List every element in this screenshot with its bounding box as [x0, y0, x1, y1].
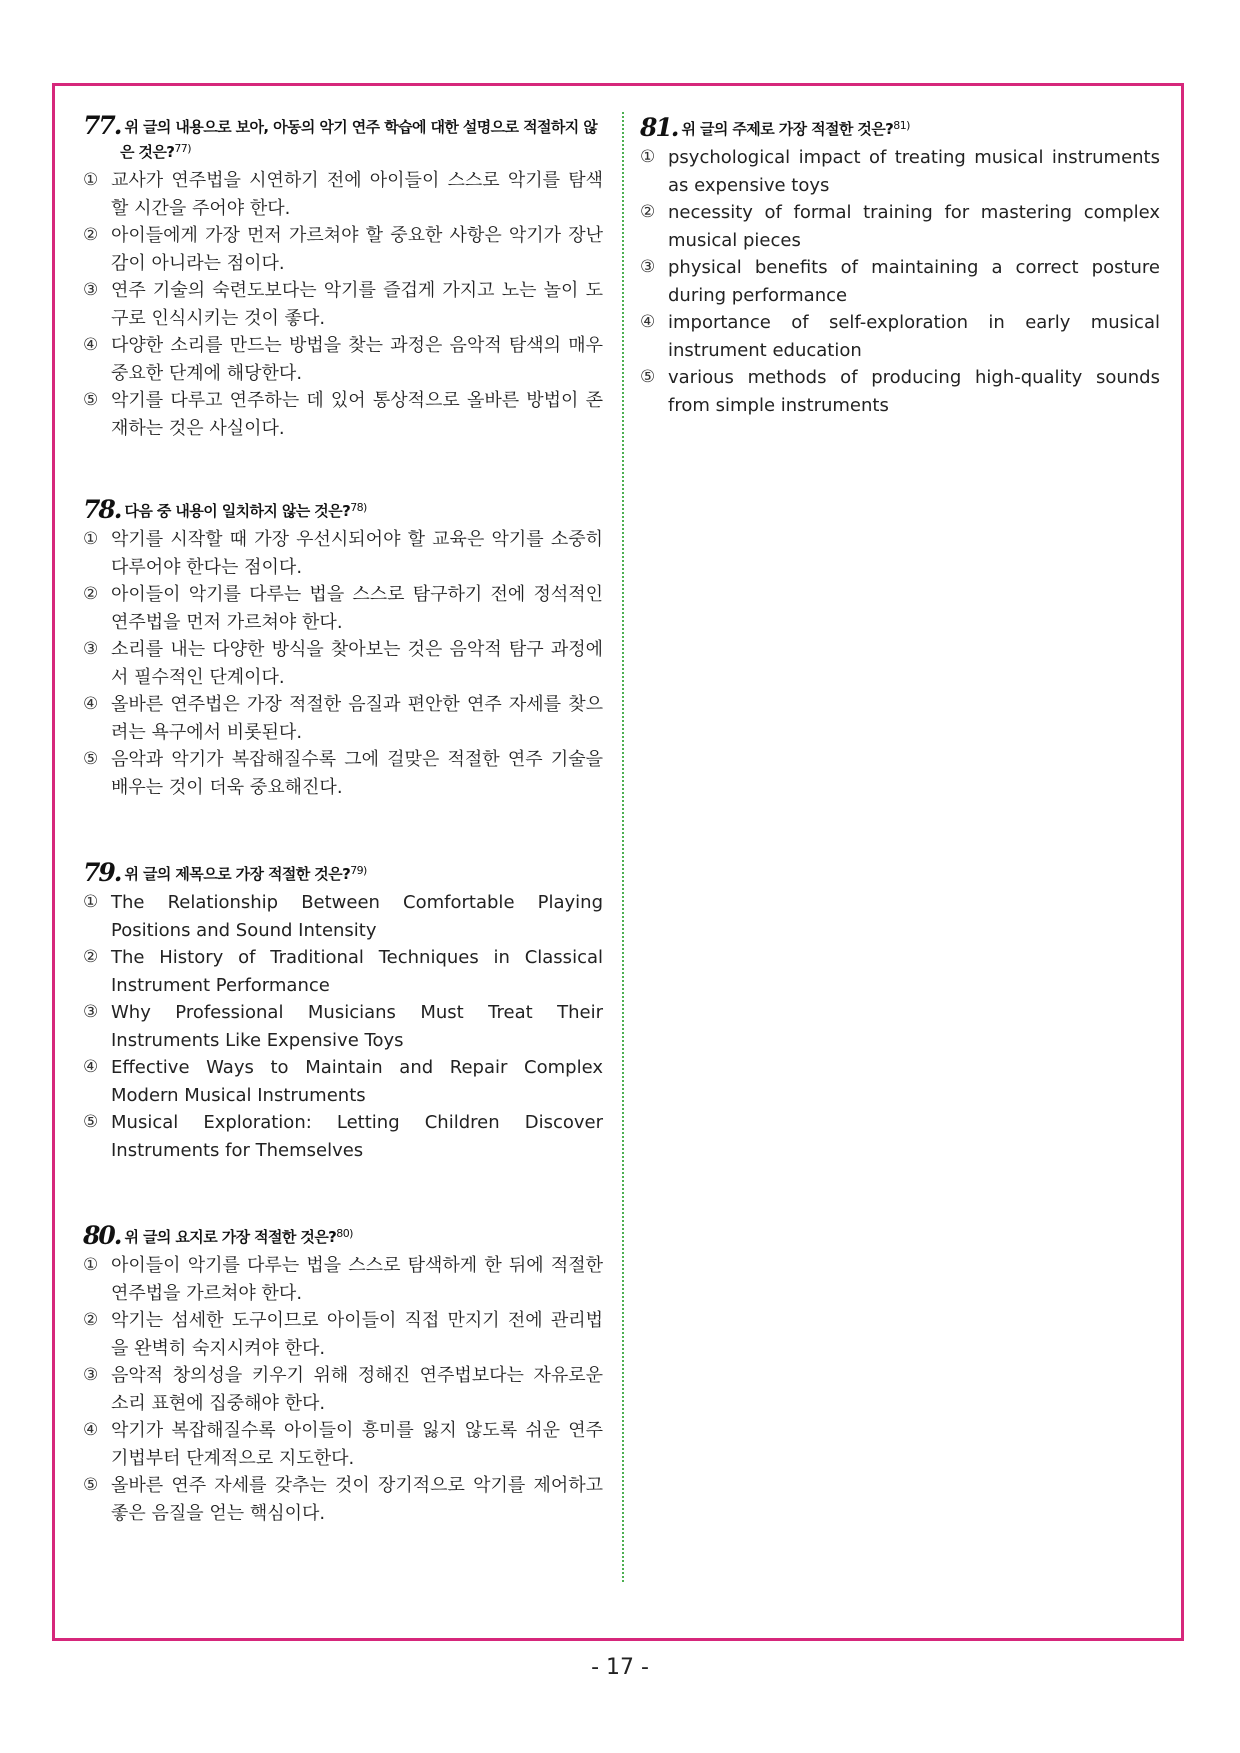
option-mark: ① [640, 147, 656, 167]
option-text: importance of self-exploration in early musical instrument education [668, 312, 1160, 361]
option-list [83, 167, 603, 442]
option-list [83, 526, 603, 801]
question-footnote-ref: 78) [350, 501, 367, 514]
question-header [83, 1223, 603, 1248]
option-text: Effective Ways to Maintain and Repair Complex Modern Musical Instruments [111, 1057, 603, 1106]
option-item[interactable] [83, 746, 603, 801]
option-item[interactable] [640, 309, 1160, 364]
option-mark: ③ [83, 280, 99, 300]
option-item[interactable] [83, 332, 603, 387]
question-prompt: 위 글의 내용으로 보아, 아동의 악기 연주 학습에 대한 설명으로 적절하지 않은 것은? [120, 118, 598, 161]
option-mark: ② [640, 202, 656, 222]
option-text: necessity of formal training for mastering complex musical pieces [668, 202, 1160, 251]
option-text: 교사가 연주법을 시연하기 전에 아이들이 스스로 악기를 탐색할 시간을 주어야 한다. [111, 170, 603, 219]
option-text: The Relationship Between Comfortable Playing Positions and Sound Intensity [111, 892, 603, 941]
option-text: 올바른 연주 자세를 갖추는 것이 장기적으로 악기를 제어하고 좋은 음질을 얻는 핵심이다. [111, 1475, 603, 1524]
option-item[interactable] [640, 144, 1160, 199]
question-prompt: 다음 중 내용이 일치하지 않는 것은? [124, 502, 351, 520]
option-list [83, 1252, 603, 1527]
option-text: 아이들에게 가장 먼저 가르쳐야 할 중요한 사항은 악기가 장난감이 아니라는 점이다. [111, 225, 603, 274]
option-item[interactable] [83, 222, 603, 277]
question-number: 79. [83, 858, 121, 887]
question-number: 80. [83, 1221, 121, 1250]
option-text: 악기를 다루고 연주하는 데 있어 통상적으로 올바른 방법이 존재하는 것은 사실이다. [111, 390, 603, 439]
option-item[interactable] [83, 691, 603, 746]
option-item[interactable] [83, 889, 603, 944]
option-item[interactable] [83, 1252, 603, 1307]
option-text: 아이들이 악기를 다루는 법을 스스로 탐구하기 전에 정석적인 연주법을 먼저 가르쳐야 한다. [111, 584, 603, 633]
option-text: 아이들이 악기를 다루는 법을 스스로 탐색하게 한 뒤에 적절한 연주법을 가르쳐야 한다. [111, 1255, 603, 1304]
option-item[interactable] [83, 1417, 603, 1472]
option-text: 음악적 창의성을 키우기 위해 정해진 연주법보다는 자유로운 소리 표현에 집중해야 한다. [111, 1365, 603, 1414]
option-item[interactable] [83, 277, 603, 332]
question-78 [83, 497, 603, 801]
option-mark: ③ [83, 639, 99, 659]
option-list [640, 144, 1160, 419]
option-item[interactable] [83, 526, 603, 581]
option-text: 올바른 연주법은 가장 적절한 음질과 편안한 연주 자세를 찾으려는 욕구에서 비롯된다. [111, 694, 603, 743]
option-mark: ① [83, 529, 99, 549]
question-footnote-ref: 77) [174, 142, 191, 155]
option-mark: ⑤ [640, 367, 656, 387]
option-mark: ③ [83, 1365, 99, 1385]
option-mark: ⑤ [83, 1475, 99, 1495]
option-mark: ① [83, 1255, 99, 1275]
option-mark: ② [83, 584, 99, 604]
question-prompt: 위 글의 주제로 가장 적절한 것은? [681, 120, 894, 138]
question-header [640, 115, 1160, 140]
option-text: 악기는 섬세한 도구이므로 아이들이 직접 만지기 전에 관리법을 완벽히 숙지시켜야 한다. [111, 1310, 603, 1359]
option-mark: ④ [83, 335, 99, 355]
question-footnote-ref: 80) [336, 1227, 353, 1240]
option-text: 음악과 악기가 복잡해질수록 그에 걸맞은 적절한 연주 기술을 배우는 것이 더욱 중요해진다. [111, 749, 603, 798]
option-text: 소리를 내는 다양한 방식을 찾아보는 것은 음악적 탐구 과정에서 필수적인 단계이다. [111, 639, 603, 688]
option-mark: ⑤ [83, 749, 99, 769]
option-text: psychological impact of treating musical instruments as expensive toys [668, 147, 1160, 196]
option-item[interactable] [83, 1472, 603, 1527]
option-mark: ④ [640, 312, 656, 332]
page-number: - 17 - [591, 1655, 649, 1680]
question-81 [640, 115, 1160, 419]
option-list [83, 889, 603, 1164]
option-mark: ① [83, 170, 99, 190]
option-mark: ③ [83, 1002, 99, 1022]
option-item[interactable] [640, 199, 1160, 254]
question-number: 77. [83, 111, 121, 140]
question-footnote-ref: 81) [893, 119, 910, 132]
option-mark: ⑤ [83, 1112, 99, 1132]
option-item[interactable] [83, 1054, 603, 1109]
question-77 [83, 111, 603, 442]
option-item[interactable] [83, 581, 603, 636]
option-text: Why Professional Musicians Must Treat Their Instruments Like Expensive Toys [111, 1002, 603, 1051]
option-mark: ① [83, 892, 99, 912]
column-divider [622, 112, 624, 1582]
question-80 [83, 1223, 603, 1527]
question-number: 78. [83, 495, 121, 524]
option-item[interactable] [640, 364, 1160, 419]
option-text: The History of Traditional Techniques in Classical Instrument Performance [111, 947, 603, 996]
option-item[interactable] [640, 254, 1160, 309]
option-item[interactable] [83, 387, 603, 442]
question-number: 81. [640, 113, 678, 142]
option-mark: ④ [83, 1420, 99, 1440]
option-mark: ② [83, 1310, 99, 1330]
question-79 [83, 860, 603, 1164]
option-mark: ④ [83, 1057, 99, 1077]
question-footnote-ref: 79) [350, 864, 367, 877]
option-item[interactable] [83, 1307, 603, 1362]
question-header [83, 860, 603, 885]
option-text: physical benefits of maintaining a correct posture during performance [668, 257, 1160, 306]
option-mark: ③ [640, 257, 656, 277]
option-item[interactable] [83, 944, 603, 999]
option-text: 악기가 복잡해질수록 아이들이 흥미를 잃지 않도록 쉬운 연주 기법부터 단계적으로 지도한다. [111, 1420, 603, 1469]
option-text: Musical Exploration: Letting Children Discover Instruments for Themselves [111, 1112, 603, 1161]
question-prompt: 위 글의 요지로 가장 적절한 것은? [124, 1228, 337, 1246]
option-item[interactable] [83, 1109, 603, 1164]
option-mark: ② [83, 225, 99, 245]
option-item[interactable] [83, 636, 603, 691]
option-mark: ④ [83, 694, 99, 714]
option-text: 악기를 시작할 때 가장 우선시되어야 할 교육은 악기를 소중히 다루어야 한다는 점이다. [111, 529, 603, 578]
option-text: various methods of producing high-quality sounds from simple instruments [668, 367, 1160, 416]
option-mark: ② [83, 947, 99, 967]
question-prompt: 위 글의 제목으로 가장 적절한 것은? [124, 865, 351, 883]
option-item[interactable] [83, 999, 603, 1054]
option-mark: ⑤ [83, 390, 99, 410]
question-header [83, 111, 603, 163]
question-header [83, 497, 603, 522]
option-text: 연주 기술의 숙련도보다는 악기를 즐겁게 가지고 노는 놀이 도구로 인식시키는 것이 좋다. [111, 280, 603, 329]
option-item[interactable] [83, 167, 603, 222]
option-item[interactable] [83, 1362, 603, 1417]
option-text: 다양한 소리를 만드는 방법을 찾는 과정은 음악적 탐색의 매우 중요한 단계에 해당한다. [111, 335, 603, 384]
